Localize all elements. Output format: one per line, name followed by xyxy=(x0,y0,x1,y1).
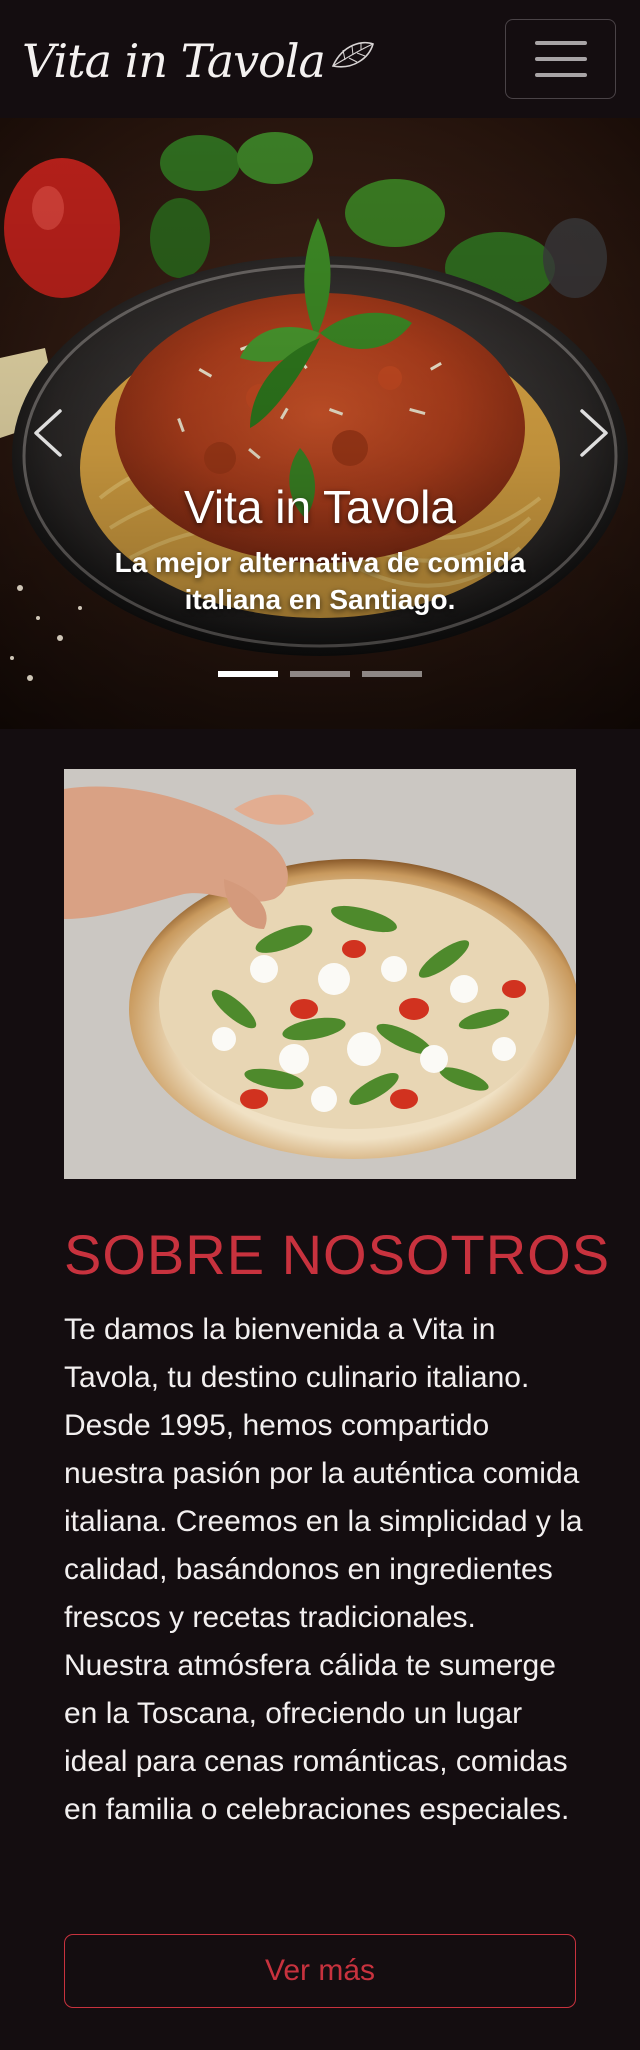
carousel-prev-button[interactable] xyxy=(20,393,80,473)
hero-image xyxy=(0,118,640,729)
hamburger-icon-line xyxy=(535,73,587,77)
carousel-indicator-3[interactable] xyxy=(362,671,422,677)
about-text: Te damos la bienvenida a Vita in Tavola, tu destino culinario italiano. Desde 1995, hemos compartido nuestra pasión por la auténtica comida italiana. Creemos en la simplicidad y la calidad, basándonos en ingredientes frescos y recetas tradicionales. Nuestra atmósfera cálida te sumerge en la Toscana, ofreciendo un lugar ideal para cenas románticas, comidas en familia o celebraciones especiales. xyxy=(64,1313,583,1826)
carousel-indicators xyxy=(0,671,640,677)
carousel-caption xyxy=(0,478,640,618)
see-more-button[interactable]: Ver más xyxy=(64,1934,576,2008)
brand-logo[interactable] xyxy=(22,26,377,96)
hamburger-icon xyxy=(535,41,587,45)
navbar xyxy=(0,0,640,118)
carousel-next-button[interactable] xyxy=(562,393,622,473)
pizza-image xyxy=(64,769,576,1179)
carousel-indicator-1[interactable] xyxy=(218,671,278,677)
logo-text: Vita in Tavola xyxy=(22,34,325,88)
menu-toggle-button[interactable] xyxy=(505,19,616,99)
carousel-indicator-2[interactable] xyxy=(290,671,350,677)
hero-carousel xyxy=(0,118,640,729)
leaf-icon xyxy=(329,36,377,76)
chevron-left-icon xyxy=(20,393,80,473)
hero-title: Vita in Tavola xyxy=(184,481,456,533)
chevron-right-icon xyxy=(562,393,622,473)
hero-subtitle: La mejor alternativa de comida italiana en Santiago. xyxy=(114,547,526,615)
about-title: SOBRE NOSOTROS xyxy=(64,1223,611,1286)
about-image xyxy=(64,769,576,1179)
hamburger-icon-line xyxy=(535,57,587,61)
